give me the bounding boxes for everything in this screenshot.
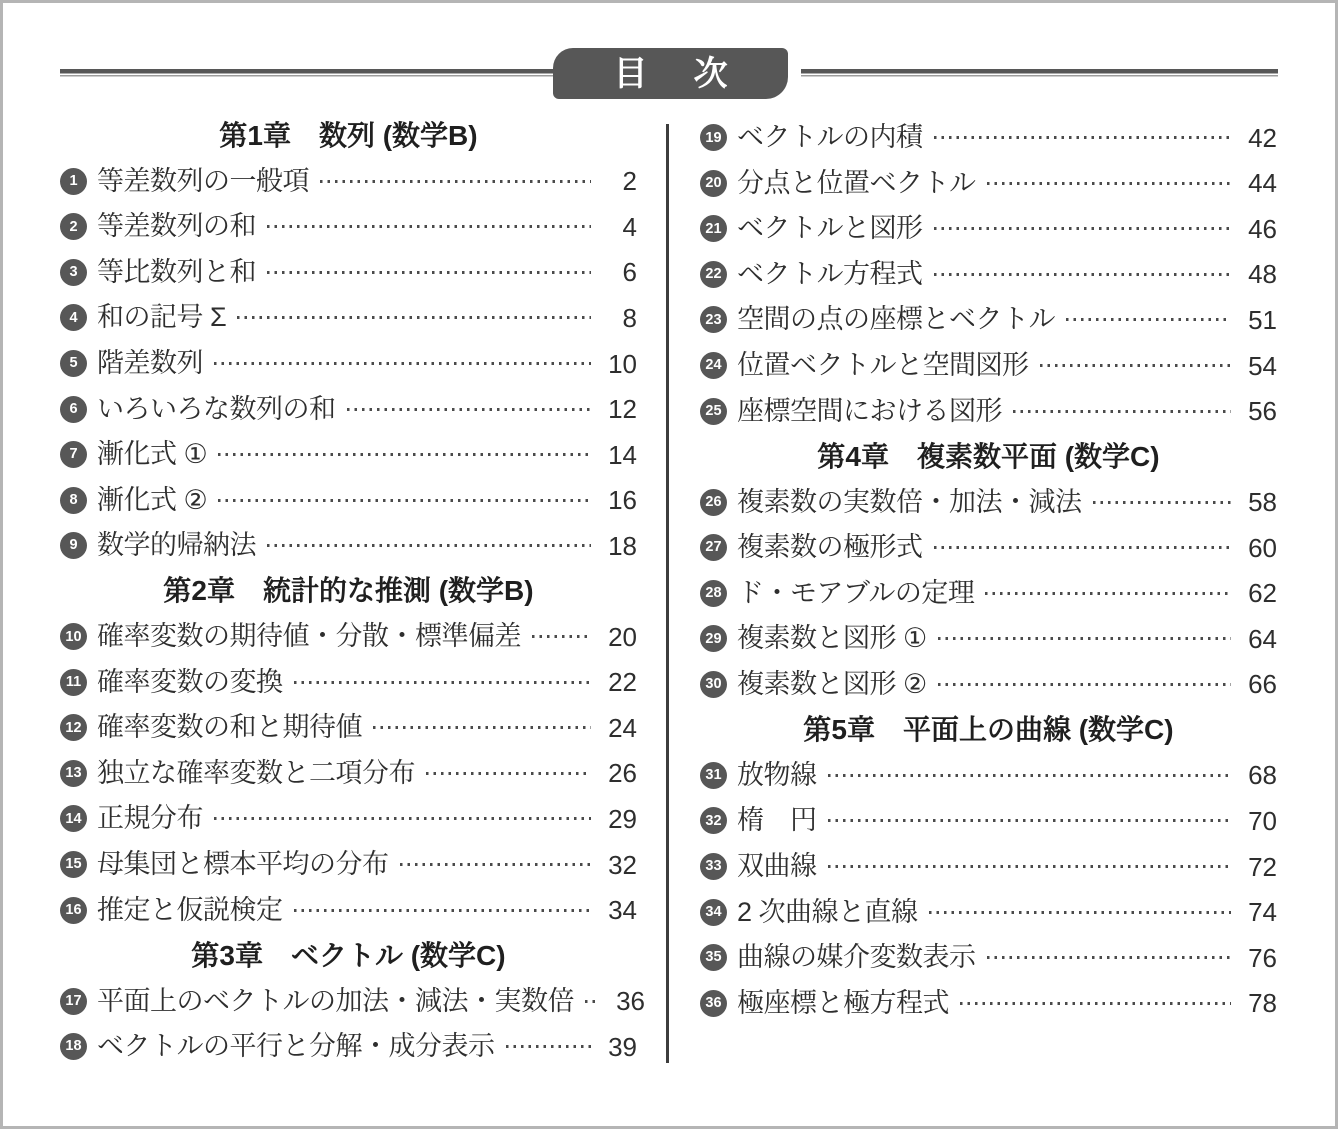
entry-number-badge: 25 — [700, 398, 727, 425]
toc-column-left — [60, 113, 645, 1069]
entry-page-number: 20 — [608, 621, 637, 652]
entry-page-number: 6 — [622, 257, 637, 288]
dot-leader — [400, 863, 592, 866]
entry-number-badge: 32 — [700, 807, 727, 834]
entry-title: 独立な確率変数と二項分布 — [97, 757, 415, 788]
toc-entry — [60, 705, 637, 751]
entry-title: 等差数列の一般項 — [97, 165, 309, 196]
dot-leader — [585, 1000, 599, 1003]
entry-title: ベクトルと図形 — [737, 213, 923, 244]
entry-number-badge: 3 — [60, 259, 87, 286]
chapter-title: 第5章 平面上の曲線 (数学C) — [803, 713, 1174, 745]
entry-number-badge: 10 — [60, 623, 87, 650]
toc-entry — [700, 844, 1277, 890]
entry-title: 推定と仮説検定 — [97, 894, 283, 925]
dot-leader — [426, 772, 591, 775]
dot-leader — [1066, 318, 1231, 321]
entry-number-badge: 31 — [700, 762, 727, 789]
entry-page-number: 22 — [608, 667, 637, 698]
entry-number-badge: 1 — [60, 168, 87, 195]
entry-page-number: 12 — [608, 394, 637, 425]
entry-number-badge: 17 — [60, 988, 87, 1015]
entry-page-number: 39 — [608, 1031, 637, 1062]
dot-leader — [532, 635, 591, 638]
toc-entry — [700, 297, 1277, 343]
entry-title: いろいろな数列の和 — [97, 393, 336, 424]
entry-number-badge: 23 — [700, 306, 727, 333]
entry-page-number: 72 — [1248, 851, 1277, 882]
entry-page-number: 51 — [1248, 304, 1277, 335]
entry-title: 平面上のベクトルの加法・減法・実数倍 — [97, 985, 574, 1016]
entry-number-badge: 7 — [60, 441, 87, 468]
entry-page-number: 66 — [1248, 669, 1277, 700]
toc-entry — [700, 889, 1277, 935]
dot-leader — [267, 271, 591, 274]
entry-page-number: 76 — [1248, 942, 1277, 973]
dot-leader — [214, 362, 591, 365]
entry-number-badge: 19 — [700, 124, 727, 151]
header-rule-right — [801, 69, 1278, 78]
dot-leader — [237, 316, 591, 319]
entry-number-badge: 9 — [60, 532, 87, 559]
toc-entry — [700, 252, 1277, 298]
dot-leader — [938, 637, 1231, 640]
toc-entry — [700, 753, 1277, 799]
entry-title: 漸化式 ② — [97, 484, 208, 515]
entry-number-badge: 13 — [60, 760, 87, 787]
entry-title: 正規分布 — [97, 803, 203, 834]
entry-title: 曲線の媒介変数表示 — [737, 942, 976, 973]
toc-entry — [60, 204, 637, 250]
entry-page-number: 8 — [622, 302, 637, 333]
toc-entry — [60, 842, 637, 888]
entry-page-number: 46 — [1248, 213, 1277, 244]
chapter-heading — [60, 933, 637, 979]
dot-leader — [267, 225, 591, 228]
entry-title: ベクトルの内積 — [737, 122, 923, 153]
toc-entry — [700, 570, 1277, 616]
entry-page-number: 44 — [1248, 168, 1277, 199]
entry-page-number: 60 — [1248, 532, 1277, 563]
dot-leader — [828, 819, 1232, 822]
entry-page-number: 56 — [1248, 396, 1277, 427]
dot-leader — [506, 1045, 592, 1048]
toc-entry — [60, 1024, 637, 1070]
entry-title: 2 次曲線と直線 — [737, 896, 918, 927]
entry-number-badge: 22 — [700, 261, 727, 288]
entry-title: ベクトル方程式 — [737, 258, 923, 289]
dot-leader — [1093, 501, 1232, 504]
toc-entry — [700, 525, 1277, 571]
entry-number-badge: 8 — [60, 487, 87, 514]
column-divider — [666, 124, 669, 1063]
entry-number-badge: 30 — [700, 671, 727, 698]
dot-leader — [934, 136, 1232, 139]
toc-entry — [60, 295, 637, 341]
toc-entry — [60, 523, 637, 569]
toc-entry — [60, 341, 637, 387]
dot-leader — [934, 546, 1232, 549]
dot-leader — [218, 453, 591, 456]
toc-entry — [700, 980, 1277, 1026]
dot-leader — [294, 681, 592, 684]
toc-entry — [700, 662, 1277, 708]
dot-leader — [1013, 410, 1231, 413]
entry-title: 複素数と図形 ① — [737, 623, 927, 654]
toc-entry — [700, 388, 1277, 434]
chapter-heading — [700, 707, 1277, 753]
entry-page-number: 2 — [622, 166, 637, 197]
entry-title: 双曲線 — [737, 851, 817, 882]
entry-title: 確率変数の和と期待値 — [97, 712, 362, 743]
toc-entry — [60, 887, 637, 933]
entry-page-number: 34 — [608, 895, 637, 926]
entry-number-badge: 28 — [700, 580, 727, 607]
entry-page-number: 36 — [616, 986, 645, 1017]
entry-title: 分点と位置ベクトル — [737, 167, 976, 198]
entry-page-number: 64 — [1248, 623, 1277, 654]
toc-entry — [700, 206, 1277, 252]
dot-leader — [320, 180, 591, 183]
toc-entry — [60, 796, 637, 842]
entry-number-badge: 34 — [700, 899, 727, 926]
entry-title: 複素数と図形 ② — [737, 668, 927, 699]
toc-entry — [700, 115, 1277, 161]
dot-leader — [347, 408, 592, 411]
page-title: 目 次 — [613, 54, 734, 93]
dot-leader — [987, 182, 1232, 185]
entry-page-number: 26 — [608, 758, 637, 789]
entry-title: 放物線 — [737, 759, 817, 790]
entry-title: 座標空間における図形 — [737, 395, 1002, 426]
entry-number-badge: 20 — [700, 170, 727, 197]
entry-page-number: 16 — [608, 485, 637, 516]
toc-entry — [60, 386, 637, 432]
entry-page-number: 48 — [1248, 259, 1277, 290]
toc-entry — [60, 432, 637, 478]
toc-entry — [700, 343, 1277, 389]
entry-number-badge: 5 — [60, 350, 87, 377]
entry-title: 楕 円 — [737, 805, 817, 836]
entry-number-badge: 15 — [60, 851, 87, 878]
entry-page-number: 58 — [1248, 487, 1277, 518]
toc-entry — [700, 616, 1277, 662]
entry-number-badge: 12 — [60, 714, 87, 741]
entry-title: 等差数列の和 — [97, 211, 256, 242]
toc-entry — [700, 935, 1277, 981]
toc-entry — [60, 477, 637, 523]
chapter-heading — [60, 113, 637, 159]
entry-title: 極座標と極方程式 — [737, 987, 949, 1018]
entry-number-badge: 2 — [60, 213, 87, 240]
entry-number-badge: 11 — [60, 669, 87, 696]
entry-page-number: 42 — [1248, 122, 1277, 153]
entry-title: 複素数の実数倍・加法・減法 — [737, 486, 1082, 517]
toc-entry — [60, 978, 645, 1024]
entry-number-badge: 26 — [700, 489, 727, 516]
entry-number-badge: 14 — [60, 805, 87, 832]
entry-title: 複素数の極形式 — [737, 532, 923, 563]
entry-page-number: 54 — [1248, 350, 1277, 381]
dot-leader — [373, 726, 591, 729]
dot-leader — [934, 273, 1232, 276]
entry-title: 漸化式 ① — [97, 439, 208, 470]
toc-entry — [60, 159, 637, 205]
dot-leader — [934, 227, 1232, 230]
toc-column-right — [700, 115, 1277, 1026]
entry-number-badge: 29 — [700, 625, 727, 652]
dot-leader — [985, 592, 1231, 595]
chapter-heading — [700, 434, 1277, 480]
dot-leader — [214, 817, 591, 820]
entry-title: 等比数列と和 — [97, 256, 256, 287]
chapter-title: 第1章 数列 (数学B) — [219, 119, 478, 151]
entry-title: 確率変数の期待値・分散・標準偏差 — [97, 621, 521, 652]
entry-title: 確率変数の変換 — [97, 666, 283, 697]
dot-leader — [828, 865, 1232, 868]
entry-page-number: 78 — [1248, 988, 1277, 1019]
entry-title: 和の記号 Σ — [97, 302, 227, 333]
entry-page-number: 32 — [608, 849, 637, 880]
entry-number-badge: 33 — [700, 853, 727, 880]
header-rule-left — [60, 69, 553, 78]
chapter-title: 第4章 複素数平面 (数学C) — [817, 440, 1160, 472]
entry-page-number: 62 — [1248, 578, 1277, 609]
entry-number-badge: 35 — [700, 944, 727, 971]
dot-leader — [987, 956, 1232, 959]
chapter-heading — [60, 568, 637, 614]
entry-title: 母集団と標本平均の分布 — [97, 849, 389, 880]
entry-page-number: 4 — [622, 211, 637, 242]
entry-page-number: 14 — [608, 439, 637, 470]
toc-entry — [60, 250, 637, 296]
chapter-title: 第3章 ベクトル (数学C) — [191, 939, 506, 971]
entry-title: ベクトルの平行と分解・成分表示 — [97, 1031, 495, 1062]
entry-number-badge: 18 — [60, 1033, 87, 1060]
entry-page-number: 70 — [1248, 805, 1277, 836]
dot-leader — [929, 911, 1231, 914]
dot-leader — [294, 909, 592, 912]
toc-entry — [60, 751, 637, 797]
dot-leader — [828, 774, 1232, 777]
entry-title: 空間の点の座標とベクトル — [737, 304, 1055, 335]
dot-leader — [960, 1002, 1231, 1005]
entry-page-number: 68 — [1248, 760, 1277, 791]
entry-title: ド・モアブルの定理 — [737, 577, 975, 608]
entry-number-badge: 36 — [700, 990, 727, 1017]
dot-leader — [938, 683, 1231, 686]
dot-leader — [218, 499, 591, 502]
entry-page-number: 74 — [1248, 897, 1277, 928]
entry-number-badge: 21 — [700, 215, 727, 242]
dot-leader — [267, 544, 591, 547]
entry-number-badge: 27 — [700, 534, 727, 561]
entry-page-number: 18 — [608, 530, 637, 561]
entry-title: 位置ベクトルと空間図形 — [737, 350, 1029, 380]
toc-entry — [700, 479, 1277, 525]
entry-number-badge: 6 — [60, 396, 87, 423]
toc-entry — [700, 798, 1277, 844]
entry-page-number: 29 — [608, 803, 637, 834]
entry-title: 階差数列 — [97, 348, 203, 378]
entry-number-badge: 16 — [60, 897, 87, 924]
entry-number-badge: 4 — [60, 304, 87, 331]
entry-number-badge: 24 — [700, 352, 727, 379]
entry-title: 数学的帰納法 — [97, 530, 256, 561]
dot-leader — [1040, 364, 1232, 367]
toc-entry — [60, 614, 637, 660]
entry-page-number: 10 — [608, 348, 637, 379]
entry-page-number: 24 — [608, 712, 637, 743]
chapter-title: 第2章 統計的な推測 (数学B) — [163, 575, 534, 607]
toc-entry — [60, 660, 637, 706]
toc-title-badge — [553, 48, 788, 99]
toc-entry — [700, 161, 1277, 207]
